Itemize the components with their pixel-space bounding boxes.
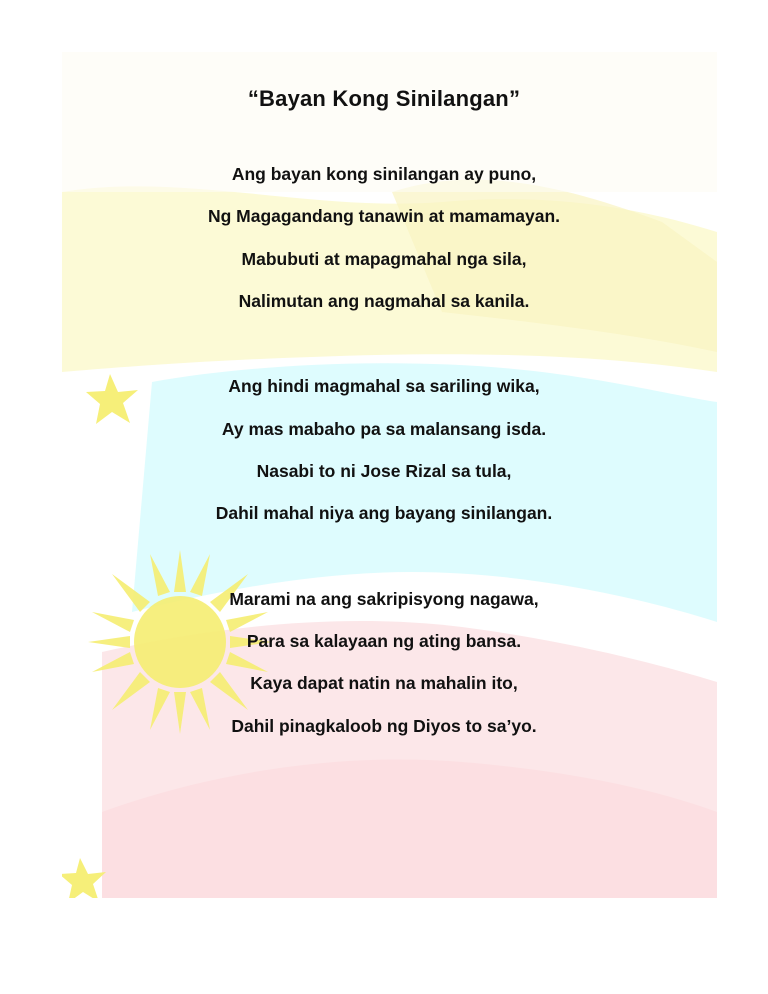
poem-line: Nalimutan ang nagmahal sa kanila. [238, 291, 530, 311]
blue-band [132, 363, 717, 622]
poem-title: “Bayan Kong Sinilangan” [247, 86, 521, 111]
poem-line: Ay mas mabaho pa sa malansang isda. [221, 419, 547, 439]
poem-line: Mabubuti at mapagmahal nga sila, [241, 249, 527, 269]
poem-line: Ang hindi magmahal sa sariling wika, [228, 376, 540, 396]
poem-line: Para sa kalayaan ng ating bansa. [246, 631, 522, 651]
poem-line: Kaya dapat natin na mahalin ito, [250, 673, 518, 693]
poem-line: Ng Magagandang tanawin at mamamayan. [207, 206, 561, 226]
poem-line: Dahil pinagkaloob ng Diyos to sa’yo. [231, 716, 537, 736]
poem-line: Ang bayan kong sinilangan ay puno, [231, 164, 537, 184]
poem-line: Marami na ang sakripisyong nagawa, [229, 589, 539, 609]
poem-line: Nasabi to ni Jose Rizal sa tula, [256, 461, 512, 481]
star-icon [62, 858, 106, 898]
poem-line: Dahil mahal niya ang bayang sinilangan. [215, 503, 553, 523]
